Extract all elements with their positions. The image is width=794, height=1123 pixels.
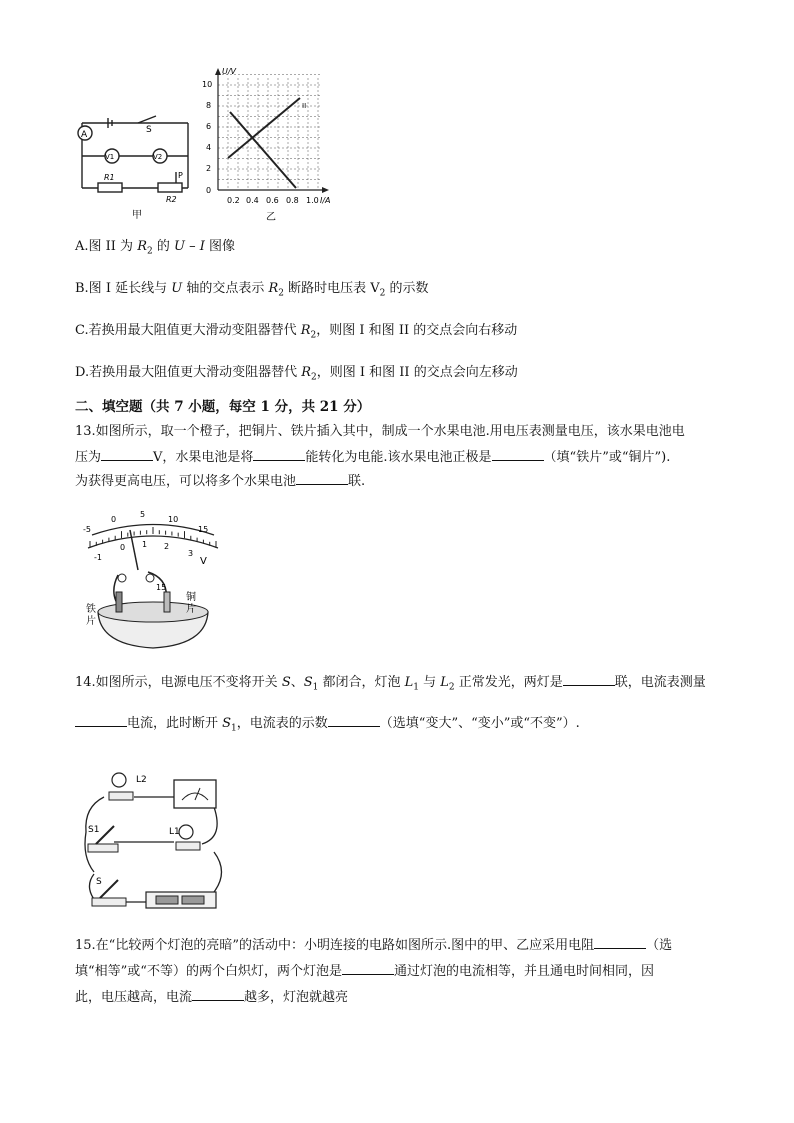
voltmeter2-label: V2 — [153, 153, 163, 161]
resistor2-label: R2 — [166, 195, 177, 204]
scale-bottom-label: 1 — [142, 540, 148, 549]
x-tick: 0.6 — [266, 196, 279, 205]
q15-line2: 填“相等”或“不等）的两个白炽灯，两个灯泡是 通过灯泡的电流相等，并且通电时间相同，因 — [75, 961, 654, 981]
scale-bottom-label: -1 — [94, 553, 102, 562]
answer-blank[interactable] — [492, 447, 544, 461]
scale-bottom-label: 2 — [164, 542, 170, 551]
switch-label: S — [146, 125, 152, 135]
scale-top-label: 0 — [111, 515, 117, 524]
ui-graph — [202, 67, 331, 205]
option-d: D.若换用最大阻值更大滑动变阻器替代 $R_2$，则图 I 和图 II 的交点会向左移动 — [75, 365, 518, 383]
scale-top-label: -5 — [83, 525, 91, 534]
scale-bottom-label: 3 — [188, 549, 194, 558]
q14-line2: 电流，此时断开 $S_1$，电流表的示数 （选填“变大”、“变小”或“不变”）. — [75, 713, 580, 738]
x-tick: 0.8 — [286, 196, 299, 205]
lamp-l1-label: L1 — [169, 827, 180, 837]
lamp-circuit-figure — [74, 762, 234, 922]
q13-line3: 为获得更高电压，可以将多个水果电池 联. — [75, 471, 365, 491]
section-heading: 二、填空题（共 7 小题，每空 1 分，共 21 分） — [75, 399, 371, 415]
line-label: II — [302, 102, 307, 110]
lamp-l2-label: L2 — [136, 775, 147, 785]
y-tick: 2 — [206, 164, 212, 173]
option-a: A.图 II 为 $R_2$ 的 U – I 图像 — [75, 239, 236, 257]
x-tick: 0.4 — [246, 196, 259, 205]
copper-label: 铜 — [186, 592, 196, 603]
y-tick: 6 — [206, 122, 212, 131]
y-tick: 4 — [206, 143, 212, 152]
answer-blank[interactable] — [328, 713, 380, 727]
answer-blank[interactable] — [342, 961, 394, 975]
answer-blank[interactable] — [296, 471, 348, 485]
figure-circuit-graph — [70, 60, 360, 230]
answer-blank[interactable] — [192, 987, 244, 1001]
option-b: B.图 I 延长线与 U 轴的交点表示 $R_2$ 断路时电压表 $V_2$ 的示数 — [75, 281, 429, 299]
answer-blank[interactable] — [253, 447, 305, 461]
switch-s-label: S — [96, 877, 102, 887]
answer-blank[interactable] — [563, 672, 615, 686]
fruit-battery-figure — [78, 500, 228, 650]
x-tick: 1.0 — [306, 196, 319, 205]
meter-needle — [130, 530, 138, 570]
answer-blank[interactable] — [594, 935, 646, 949]
circuit-diagram — [78, 116, 188, 192]
scale-bottom-label: 0 — [120, 543, 126, 552]
switch-s1-label: S1 — [88, 825, 100, 835]
y-tick: 8 — [206, 101, 212, 110]
voltmeter1-label: V1 — [105, 153, 115, 161]
q15-line1: 15.在“比较两个灯泡的亮暗”的活动中：小明连接的电路如图所示.图中的甲、乙应采用电阻 （选 — [75, 935, 672, 955]
figure-label-jia: 甲 — [132, 210, 142, 221]
figure-label-yi: 乙 — [266, 212, 276, 223]
iron-label: 铁 — [86, 604, 96, 615]
x-tick: 0.2 — [227, 196, 240, 205]
y-tick: 0 — [206, 186, 212, 195]
scale-top-label: 10 — [168, 515, 179, 524]
copper-label: 片 — [186, 604, 196, 615]
y-tick: 10 — [202, 80, 213, 89]
q13-line2: 压为 V，水果电池是将 能转化为电能.该水果电池正极是 （填“铁片”或“铜片”). — [75, 447, 670, 467]
q14-line1: 14.如图所示，电源电压不变将开关 S、$S_1$ 都闭合，灯泡 $L_1$ 与 $L_2$ 正常发光，两灯是 联，电流表测量 — [75, 672, 706, 697]
scale-top-label: 15 — [198, 525, 209, 534]
slider-label: P — [178, 171, 183, 180]
iron-label: 片 — [86, 616, 96, 627]
q15-line3: 此，电压越高，电流 越多，灯泡就越亮 — [75, 987, 348, 1007]
y-axis-title: U/V — [222, 67, 237, 76]
scale-top-label: 5 — [140, 510, 146, 519]
option-c: C.若换用最大阻值更大滑动变阻器替代 $R_2$，则图 I 和图 II 的交点会向右移动 — [75, 323, 518, 341]
x-axis-title: I/A — [320, 196, 331, 205]
answer-blank[interactable] — [101, 447, 153, 461]
resistor1-label: R1 — [104, 173, 115, 182]
terminal-label: 15 — [156, 583, 167, 592]
answer-blank[interactable] — [75, 713, 127, 727]
ammeter-label: A — [81, 130, 88, 140]
q13-line1: 13.如图所示，取一个橙子，把铜片、铁片插入其中，制成一个水果电池.用电压表测量电压，该水果电池电 — [75, 424, 685, 439]
unit-label: V — [200, 556, 207, 567]
